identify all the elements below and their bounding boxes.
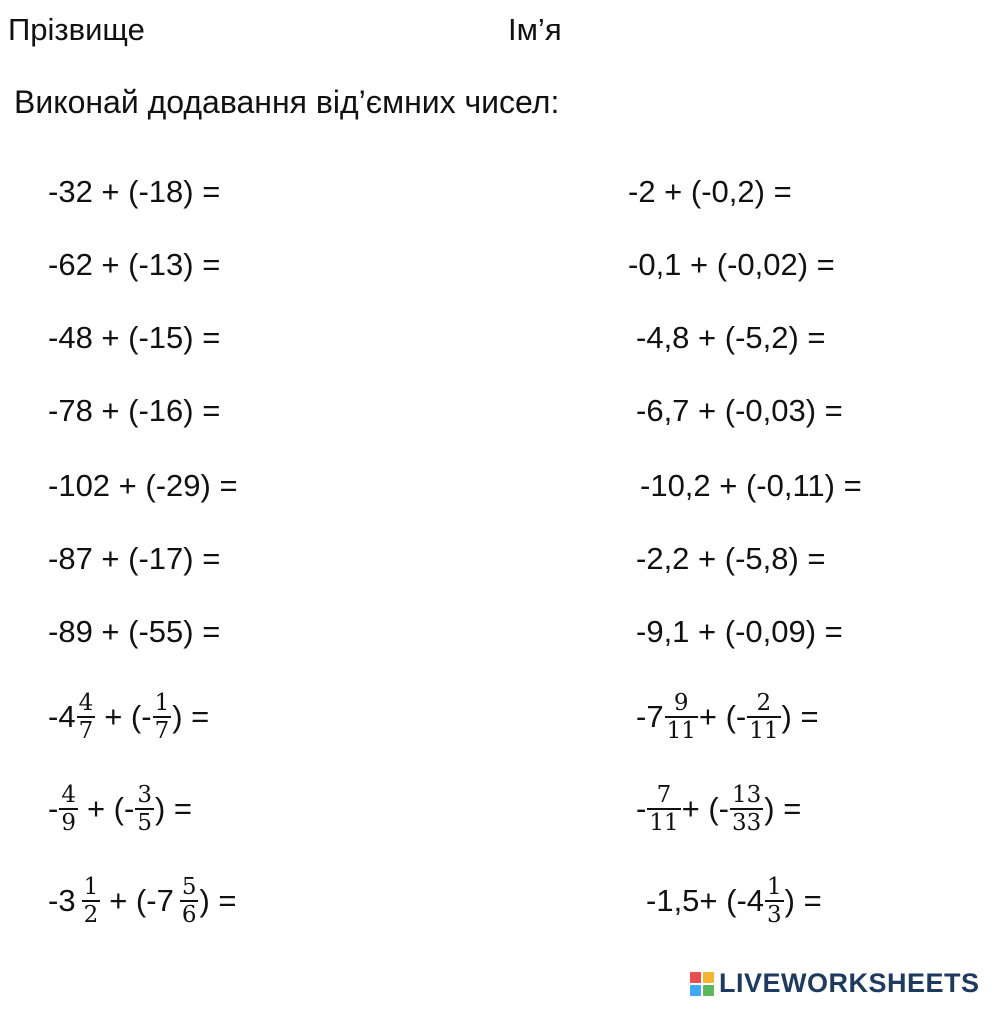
fraction: $\frac{1}{2}$ (83, 874, 99, 928)
eq-part: -3 (48, 883, 76, 918)
eq-part: ) = (764, 791, 802, 826)
equation-left-4: -78 + (-16) = (48, 393, 221, 428)
equation-left-8 (48, 690, 209, 744)
equation-right-7: -9,1 + (-0,09) = (636, 614, 843, 649)
fraction: $\frac{13}{33}$ (731, 782, 762, 836)
equation-right-3: -4,8 + (-5,2) = (636, 320, 826, 355)
equation-right-4: -6,7 + (-0,03) = (636, 393, 843, 428)
eq-part: + (- (698, 699, 747, 734)
equation-right-6: -2,2 + (-5,8) = (636, 541, 826, 576)
eq-part: ) = (154, 791, 193, 826)
equation-right-2: -0,1 + (-0,02) = (628, 247, 835, 282)
equation-left-5: -102 + (-29) = (48, 468, 238, 503)
equation-left-7: -89 + (-55) = (48, 614, 221, 649)
equation-left-6: -87 + (-17) = (48, 541, 221, 576)
eq-part: ) = (199, 883, 237, 918)
fraction: $\frac{9}{11}$ (666, 690, 696, 744)
equation-right-1: -2 + (-0,2) = (628, 174, 792, 209)
eq-part: + (- (681, 791, 729, 826)
equation-left-10 (48, 874, 237, 928)
logo-text: LIVEWORKSHEETS (719, 968, 980, 998)
fraction: $\frac{2}{11}$ (749, 690, 779, 744)
surname-label: Прізвище (8, 12, 145, 47)
eq-part: ) = (172, 699, 210, 734)
equation-right-5: -10,2 + (-0,11) = (640, 468, 862, 503)
fraction: $\frac{4}{7}$ (78, 690, 94, 744)
fraction: $\frac{5}{6}$ (181, 874, 197, 928)
eq-part: -4 (48, 699, 76, 734)
equation-right-8 (636, 690, 819, 744)
fraction: $\frac{7}{11}$ (649, 782, 679, 836)
eq-part: + (- (104, 699, 152, 734)
eq-part: ) = (781, 699, 819, 734)
eq-part: -7 (636, 699, 664, 734)
logo-tiles-icon (690, 972, 714, 996)
eq-part: - (636, 791, 647, 826)
eq-part: - (48, 791, 59, 826)
instruction-text: Виконай додавання від’ємних чисел: (14, 84, 560, 120)
equation-left-2: -62 + (-13) = (48, 247, 221, 282)
fraction: $\frac{4}{9}$ (61, 782, 76, 836)
equation-right-9 (636, 782, 801, 836)
fraction: $\frac{1}{7}$ (154, 690, 170, 744)
eq-part: + (-7 (109, 883, 174, 918)
equation-right-10 (646, 874, 822, 928)
fraction: $\frac{1}{3}$ (767, 874, 782, 928)
equation-left-9 (48, 782, 192, 836)
equation-left-1: -32 + (-18) = (48, 174, 221, 209)
name-label: Ім’я (508, 12, 562, 47)
eq-part: -1,5+ (-4 (646, 883, 765, 918)
fraction: $\frac{3}{5}$ (137, 782, 152, 836)
eq-part: ) = (784, 883, 822, 918)
eq-part: + (- (86, 791, 135, 826)
liveworksheets-logo (690, 968, 980, 999)
equation-left-3: -48 + (-15) = (48, 320, 221, 355)
